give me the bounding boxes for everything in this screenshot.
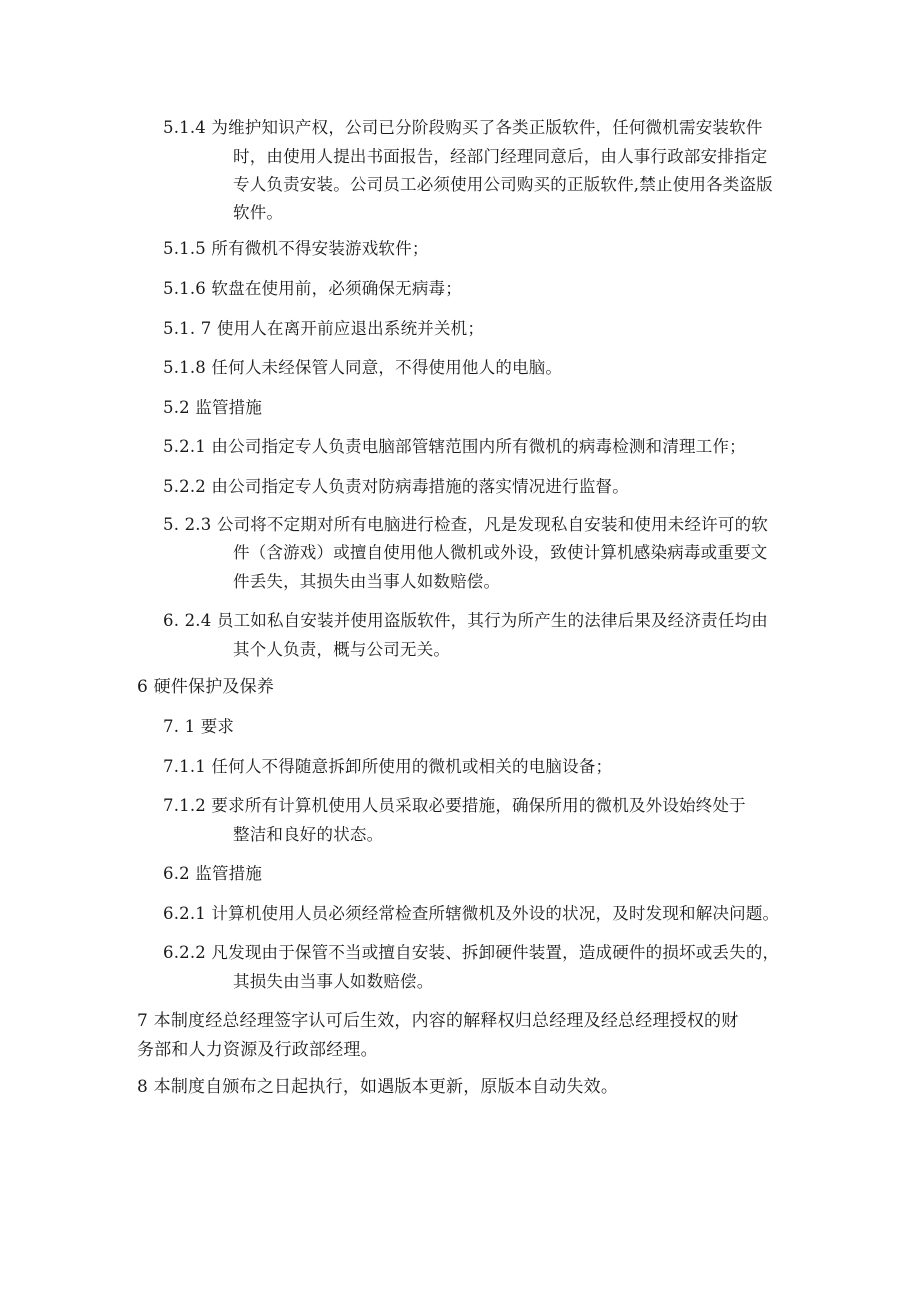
article-8: 8 本制度自颁布之日起执行，如遇版本更新，原版本自动失效。 — [137, 1077, 619, 1097]
clause-5-2-3: 5. 2.3 公司将不定期对所有电脑进行检查，凡是发现私自安装和使用未经许可的软 — [163, 515, 768, 534]
clause-6-2-2-cont: 其损失由当事人如数赔偿。 — [233, 972, 434, 991]
clause-7-1-1: 7.1.1 任何人不得随意拆卸所使用的微机或相关的电脑设备； — [163, 757, 613, 776]
clause-5-1-4: 5.1.4 为维护知识产权，公司已分阶段购买了各类正版软件，任何微机需安装软件 — [163, 118, 763, 137]
clause-5-2-1: 5.2.1 由公司指定专人负责电脑部管辖范围内所有微机的病毒检测和清理工作； — [163, 437, 746, 456]
clause-5-1-4-cont: 专人负责安装。公司员工必须使用公司购买的正版软件,禁止使用各类盗版 — [233, 175, 773, 194]
clause-5-1-4-cont: 软件。 — [233, 203, 284, 222]
clause-7-1-2: 7.1.2 要求所有计算机使用人员采取必要措施，确保所用的微机及外设始终处于 — [163, 796, 746, 815]
clause-5-2-3-cont: 件（含游戏）或擅自使用他人微机或外设，致使计算机感染病毒或重要文 — [233, 543, 768, 562]
section-6-2-heading: 6.2 监管措施 — [163, 864, 263, 883]
clause-5-1-4-cont: 时，由使用人提出书面报告，经部门经理同意后，由人事行政部安排指定 — [233, 147, 768, 166]
article-7-cont: 务部和人力资源及行政部经理。 — [137, 1040, 378, 1060]
clause-5-2-2: 5.2.2 由公司指定专人负责对防病毒措施的落实情况进行监督。 — [163, 477, 629, 496]
clause-6-2-4-cont: 其个人负责，概与公司无关。 — [233, 640, 451, 659]
clause-6-2-2: 6.2.2 凡发现由于保管不当或擅自安装、拆卸硬件装置，造成硬件的损坏或丢失的， — [163, 943, 780, 962]
clause-5-1-8: 5.1.8 任何人未经保管人同意，不得使用他人的电脑。 — [163, 358, 563, 377]
article-7: 7 本制度经总经理签字认可后生效，内容的解释权归总经理及经总经理授权的财 — [137, 1011, 739, 1031]
section-5-2-heading: 5.2 监管措施 — [163, 398, 263, 417]
section-6-heading: 6 硬件保护及保养 — [137, 677, 275, 697]
clause-6-2-1: 6.2.1 计算机使用人员必须经常检查所辖微机及外设的状况，及时发现和解决问题。 — [163, 904, 780, 923]
clause-7-1-2-cont: 整洁和良好的状态。 — [233, 825, 384, 844]
clause-6-2-4: 6. 2.4 员工如私自安装并使用盗版软件，其行为所产生的法律后果及经济责任均由 — [163, 611, 768, 630]
clause-5-1-6: 5.1.6 软盘在使用前，必须确保无病毒； — [163, 279, 462, 298]
section-7-1-heading: 7. 1 要求 — [163, 717, 235, 736]
clause-5-1-5: 5.1.5 所有微机不得安装游戏软件； — [163, 239, 429, 258]
clause-5-1-7: 5.1. 7 使用人在离开前应退出系统并关机； — [163, 319, 485, 338]
clause-5-2-3-cont: 件丢失，其损失由当事人如数赔偿。 — [233, 572, 501, 591]
